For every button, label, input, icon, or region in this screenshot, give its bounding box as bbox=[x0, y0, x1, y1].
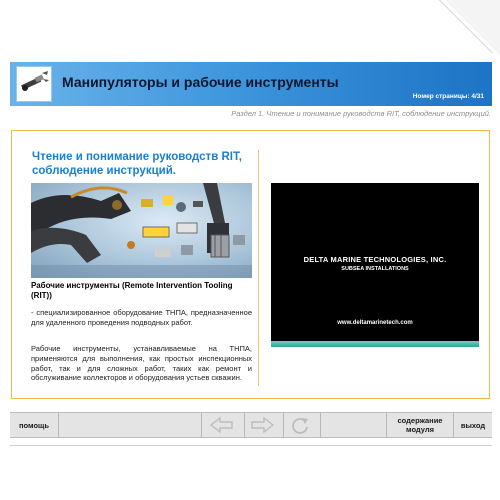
page-title: Манипуляторы и рабочие инструменты bbox=[62, 74, 339, 90]
bottom-toolbar bbox=[10, 412, 492, 438]
exit-button[interactable]: выход bbox=[460, 420, 486, 430]
video-subtitle: SUBSEA INSTALLATIONS bbox=[341, 266, 409, 272]
toolbar-separator bbox=[283, 413, 284, 437]
video-company-name: DELTA MARINE TECHNOLOGIES, INC. bbox=[303, 255, 447, 264]
column-divider bbox=[258, 150, 259, 386]
toolbar-separator bbox=[320, 413, 321, 437]
toolbar-separator bbox=[58, 413, 59, 437]
paragraph-usage: Рабочие инструменты, устанавливаемые на ТНПА, применяются для выполнения, как простых инспекционных работ, так и для сложных работ, таких как ремонт и обслуживание коллекторов и оборудования устьев скважин. bbox=[31, 344, 252, 383]
arrow-right-icon[interactable] bbox=[248, 415, 276, 435]
section-breadcrumb: Раздел 1. Чтение и понимание руководств RIT, соблюдение инструкций. bbox=[231, 109, 491, 118]
video-url: www.deltamarinetech.com bbox=[337, 320, 413, 326]
paragraph-definition: - специализированное оборудование ТНПА, предназначенное для удаленного проведения подводных работ. bbox=[31, 308, 252, 327]
toolbar-separator bbox=[244, 413, 245, 437]
video-player[interactable] bbox=[271, 183, 479, 347]
bottom-rule bbox=[10, 445, 492, 446]
arrow-left-icon[interactable] bbox=[208, 415, 236, 435]
header-bar bbox=[10, 62, 492, 106]
section-title: Чтение и понимание руководств RIT, соблюдение инструкций. bbox=[32, 151, 242, 177]
rit-heading: Рабочие инструменты (Remote Intervention Tooling (RIT)) bbox=[31, 281, 233, 301]
toolbar-separator bbox=[201, 413, 202, 437]
page-number: Номер страницы: 4/31 bbox=[412, 93, 484, 100]
rov-tools-photo bbox=[31, 183, 252, 278]
manipulator-arm-icon bbox=[16, 66, 52, 102]
replay-icon[interactable] bbox=[286, 415, 314, 435]
contents-button[interactable]: содержание модуля bbox=[397, 416, 443, 434]
video-progress-bar[interactable] bbox=[271, 341, 479, 347]
page-fold bbox=[445, 0, 500, 55]
help-button[interactable]: помощь bbox=[19, 420, 49, 430]
